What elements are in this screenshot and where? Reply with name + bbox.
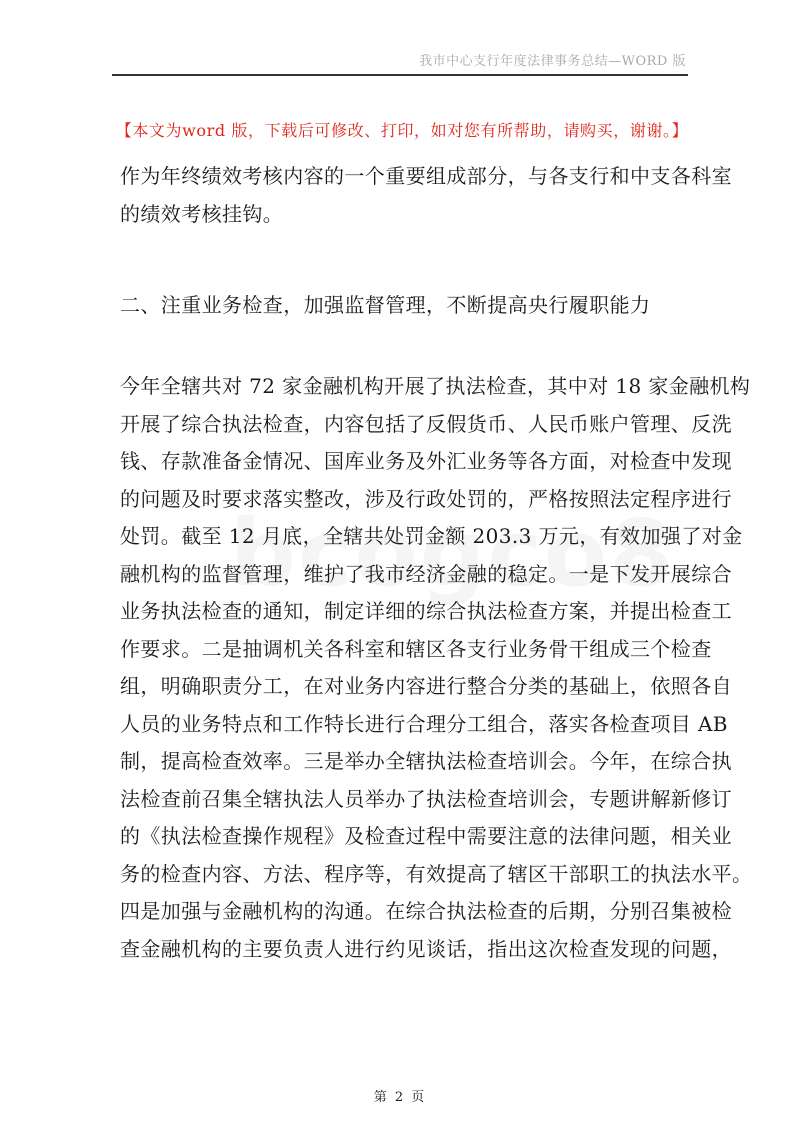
text-line: 作要求。二是抽调机关各科室和辖区各支行业务骨干组成三个检查: [120, 636, 712, 661]
text-line: 融机构的监督管理，维护了我市经济金融的稳定。一是下发开展综合: [120, 561, 732, 586]
download-notice: 【本文为word 版，下载后可修改、打印，如对您有所帮助，请购买，谢谢。】: [115, 121, 689, 140]
paragraph-2: [120, 368, 753, 968]
text-line: 作为年终绩效考核内容的一个重要组成部分，与各支行和中支各科室: [120, 164, 732, 188]
text-line: 业务执法检查的通知，制定详细的综合执法检查方案，并提出检查工: [120, 599, 732, 623]
text-line: 法检查前召集全辖执法人员举办了执法检查培训会，专题讲解新修订: [120, 786, 732, 811]
page-header-title: 我市中心支行年度法律事务总结—WORD 版: [419, 54, 686, 69]
page-number: 第 2 页: [373, 1090, 427, 1105]
text-line: 今年全辖共对 72 家金融机构开展了执法检查，其中对 18 家金融机构: [120, 374, 751, 398]
text-line: 开展了综合执法检查，内容包括了反假货币、人民币账户管理、反洗: [120, 411, 732, 436]
text-line: 的问题及时要求落实整改，涉及行政处罚的，严格按照法定程序进行: [120, 486, 732, 511]
text-line: 钱、存款准备金情况、国库业务及外汇业务等各方面，对检查中发现: [120, 449, 732, 473]
paragraph-1: [120, 158, 732, 233]
section-heading: [120, 287, 686, 325]
header-divider: [112, 74, 688, 76]
text-line: 的《执法检查操作规程》及检查过程中需要注意的法律问题，相关业: [120, 824, 732, 848]
text-line: 制，提高检查效率。三是举办全辖执法检查培训会。今年，在综合执: [120, 749, 732, 773]
section-heading-text: 二、注重业务检查，加强监督管理，不断提高央行履职能力: [120, 293, 651, 317]
text-line: 的绩效考核挂钩。: [120, 201, 284, 226]
text-line: 四是加强与金融机构的沟通。在综合执法检查的后期，分别召集被检: [120, 899, 732, 923]
text-line: 人员的业务特点和工作特长进行合理分工组合，落实各检查项目 AB: [120, 711, 728, 736]
text-line: 查金融机构的主要负责人进行约见谈话，指出这次检查发现的问题，: [120, 936, 732, 961]
text-line: 处罚。截至 12 月底，全辖共处罚金额 203.3 万元，有效加强了对金: [120, 524, 743, 548]
text-line: 组，明确职责分工，在对业务内容进行整合分类的基础上，依照各自: [120, 674, 732, 698]
text-line: 务的检查内容、方法、程序等，有效提高了辖区干部职工的执法水平。: [120, 861, 753, 886]
